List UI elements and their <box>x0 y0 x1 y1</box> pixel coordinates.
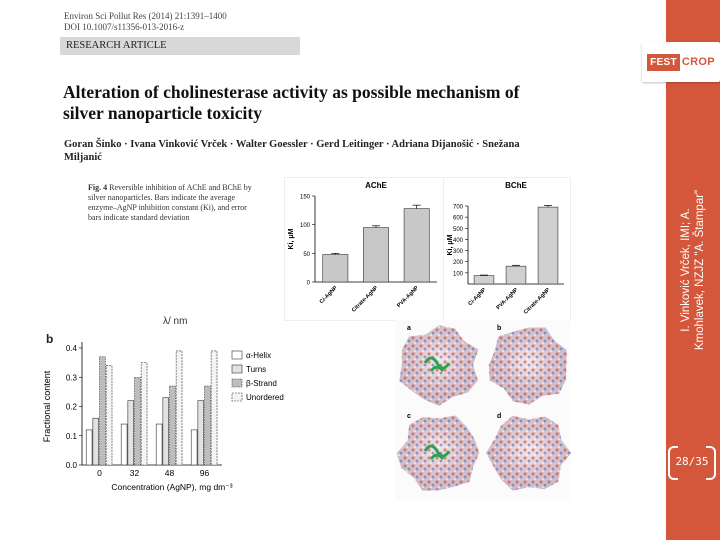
y-axis-label: Ki, μM <box>288 228 295 250</box>
category-label: Ci-AgNP <box>318 285 339 306</box>
bar <box>211 351 217 465</box>
molecular-surface-images <box>395 320 570 500</box>
y-tick-label: 0 <box>306 280 310 287</box>
bar <box>363 228 388 282</box>
y-tick-label: 0.4 <box>65 344 77 353</box>
molecule-charge-pattern <box>486 416 571 491</box>
y-tick-label: 0.2 <box>65 402 77 412</box>
legend-label: β-Strand <box>246 379 277 388</box>
bar <box>323 254 348 282</box>
bar <box>404 209 429 282</box>
lambda-label: λ/ nm <box>163 316 188 327</box>
category-label: PVA-AgNP <box>396 285 421 310</box>
bar <box>86 430 92 465</box>
secondary-structure-chart-panel <box>38 330 284 500</box>
bar <box>100 357 106 465</box>
category-label: 32 <box>129 468 140 478</box>
molecule-charge-pattern <box>489 327 567 404</box>
bche-chart-panel <box>444 178 570 320</box>
bar <box>170 386 176 465</box>
bar <box>506 266 526 284</box>
y-tick-label: 300 <box>452 249 463 256</box>
page-counter[interactable]: 28/35 <box>668 446 716 476</box>
panel-letter-b: b <box>46 332 54 346</box>
bar <box>198 401 204 465</box>
chart-title: AChE <box>365 181 387 190</box>
y-tick-label: 0.1 <box>65 431 77 441</box>
category-label: Citrate-AgNP <box>522 287 552 316</box>
bar <box>135 377 141 465</box>
caption-text: Reversible inhibition of AChE and BChE by silver nanoparticles. Bars indicate the average enzyme–AgNP inhibition constant (Ki), and error bars indicate standard deviation <box>88 183 252 222</box>
bar <box>191 430 197 465</box>
category-label: 0 <box>97 468 102 478</box>
legend-swatch <box>232 379 242 387</box>
molecule-grid <box>395 320 570 500</box>
figure-caption <box>88 183 258 223</box>
y-tick-label: 0.0 <box>65 461 77 470</box>
credit-line-2: Kmohlavek, NZJZ "A. Štampar" <box>694 189 706 351</box>
molecule-label: a <box>407 325 411 332</box>
doi-text: DOI 10.1007/s11356-013-2016-z <box>64 22 185 32</box>
caption-label: Fig. 4 <box>88 183 108 192</box>
molecule-label: d <box>497 413 502 420</box>
ache-chart-panel <box>285 178 445 320</box>
legend-label: Turns <box>246 365 267 374</box>
bche-chart <box>444 178 570 320</box>
y-tick-label: 100 <box>452 271 463 278</box>
y-tick-label: 100 <box>299 223 310 230</box>
y-tick-label: 0.3 <box>65 373 77 383</box>
x-axis-label: Concentration (AgNP), mg dm⁻³ <box>111 482 233 492</box>
y-tick-label: 200 <box>452 260 463 267</box>
category-label: PVA-AgNP <box>495 287 520 312</box>
logo-box: FEST <box>647 54 680 71</box>
y-tick-label: 700 <box>452 204 463 211</box>
bar <box>93 418 99 465</box>
article-type-bar: RESEARCH ARTICLE <box>60 37 300 55</box>
bar <box>474 276 494 284</box>
credit-line-1: I. Vinković Vrček, IMI; A. <box>680 208 692 332</box>
journal-citation <box>64 11 227 33</box>
bar <box>106 366 112 465</box>
chart-title: BChE <box>505 181 527 190</box>
ache-chart <box>285 178 445 320</box>
y-tick-label: 600 <box>452 215 463 222</box>
legend-swatch <box>232 351 242 359</box>
molecule-surface-c <box>397 415 480 490</box>
category-label: 48 <box>164 468 175 478</box>
bar <box>156 424 162 465</box>
legend-swatch <box>232 393 242 401</box>
molecule-surface-d <box>486 416 571 491</box>
bar <box>538 207 558 284</box>
molecule-label: c <box>407 413 411 420</box>
y-tick-label: 500 <box>452 226 463 233</box>
y-tick-label: 150 <box>299 194 310 201</box>
vertical-credit <box>679 120 707 420</box>
bar <box>128 401 134 465</box>
legend-swatch <box>232 365 242 373</box>
y-axis-label: Ki, μM <box>447 234 454 256</box>
citation-text: Environ Sci Pollut Res (2014) 21:1391–1400 <box>64 11 227 21</box>
bar <box>163 398 169 465</box>
bar <box>176 351 182 465</box>
bar <box>121 424 127 465</box>
logo-text: CROP <box>681 56 715 68</box>
category-label: Ci-AgNP <box>467 287 488 308</box>
y-axis-label: Fractional content <box>42 370 52 443</box>
bar <box>205 386 211 465</box>
bar <box>141 363 147 465</box>
secondary-structure-chart <box>38 330 284 500</box>
legend-label: α-Helix <box>246 351 272 360</box>
article-title: Alteration of cholinesterase activity as possible mechanism of silver nanoparticle toxicity <box>63 82 520 123</box>
molecule-surface-b <box>489 327 567 404</box>
molecule-surface-a <box>399 325 478 405</box>
category-label: 96 <box>199 468 210 478</box>
author-list: Goran Šinko · Ivana Vinković Vrček · Walter Goessler · Gerd Leitinger · Adriana Dijanošić · Snežana Miljanić <box>64 139 520 163</box>
molecule-label: b <box>497 325 502 332</box>
y-tick-label: 400 <box>452 237 463 244</box>
fest-acrop-logo <box>642 42 720 82</box>
y-tick-label: 50 <box>303 251 310 258</box>
legend-label: Unordered <box>246 393 284 402</box>
category-label: Citrate-AgNP <box>350 285 380 314</box>
